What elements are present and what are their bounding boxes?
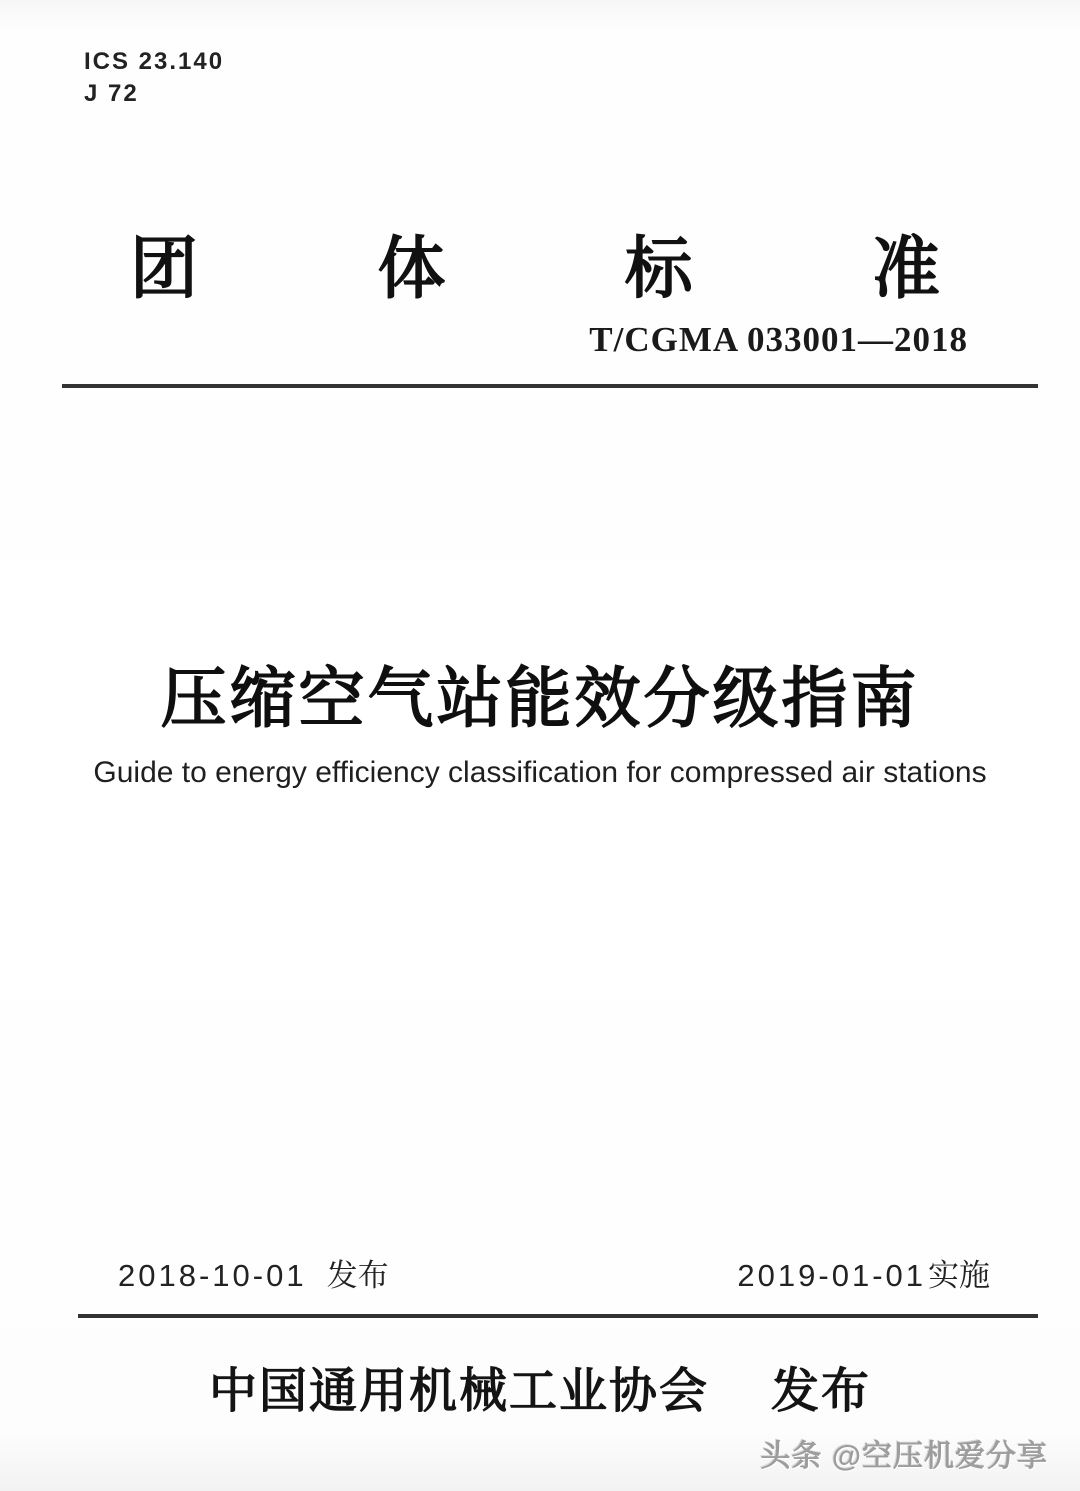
publisher-action-label: 发布 xyxy=(771,1365,872,1418)
doc-type-char: 团 xyxy=(130,231,199,307)
doc-type-char: 准 xyxy=(871,231,940,307)
issue-label: 发布 xyxy=(326,1258,389,1293)
watermark-text: 头条 @空压机爱分享 xyxy=(760,1440,1048,1473)
issue-date-group xyxy=(118,1250,389,1295)
ics-code: ICS 23.140 xyxy=(84,48,225,75)
header-divider-line xyxy=(62,384,1038,388)
doc-type-char: 标 xyxy=(624,231,693,307)
standard-number: T/CGMA 033001—2018 xyxy=(589,320,968,359)
implementation-date-group xyxy=(737,1250,990,1295)
dates-row xyxy=(118,1250,990,1295)
publisher-name: 中国通用机械工业协会 xyxy=(208,1365,709,1418)
publisher-row xyxy=(0,1352,1080,1421)
doc-type-char: 体 xyxy=(377,231,446,307)
implementation-label: 实施 xyxy=(928,1258,990,1293)
footer-divider-line xyxy=(78,1314,1038,1318)
implementation-date: 2019-01-01 xyxy=(737,1258,926,1293)
doc-type-title xyxy=(130,215,940,312)
main-title-zh: 压缩空气站能效分级指南 xyxy=(160,661,920,735)
ics-classification-block xyxy=(84,46,224,111)
subtitle-en: Guide to energy efficiency classification for compressed air stations xyxy=(93,756,987,789)
doc-class-code: J 72 xyxy=(84,80,139,108)
issue-date: 2018-10-01 xyxy=(118,1258,307,1293)
